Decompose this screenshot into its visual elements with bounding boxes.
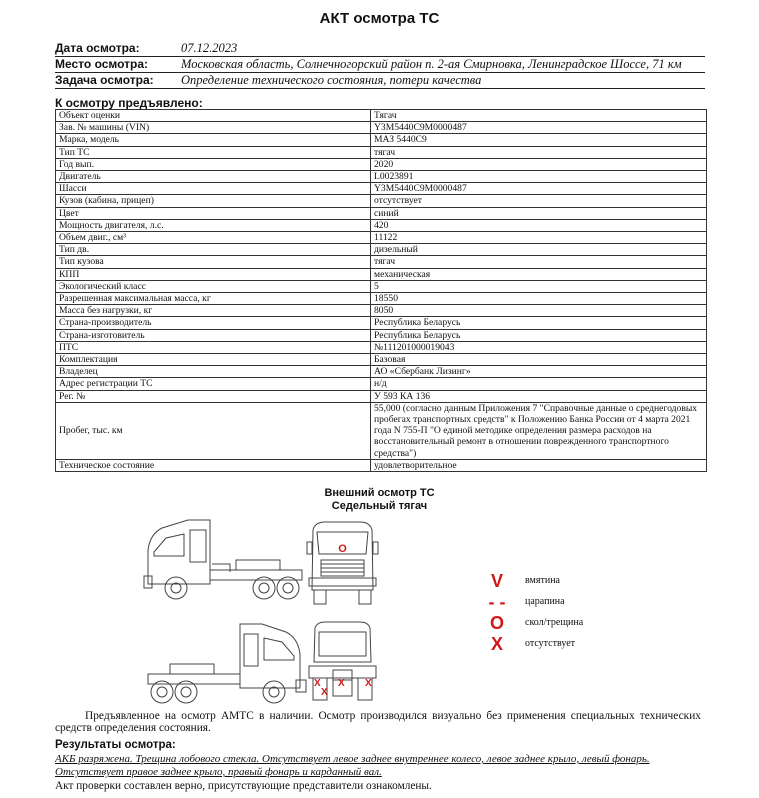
- spec-value: Y3M5440C9M0000487: [371, 122, 707, 134]
- spec-key: Пробег, тыс. км: [56, 402, 371, 459]
- legend-label: вмятина: [525, 575, 560, 586]
- external-inspection-heading: [0, 487, 759, 513]
- meta-value: Определение технического состояния, потери качества: [181, 73, 482, 87]
- spec-value: удовлетворительное: [371, 459, 707, 471]
- meta-value: 07.12.2023: [181, 41, 238, 55]
- table-row: [56, 402, 707, 459]
- spec-key: Тип дв.: [56, 244, 371, 256]
- legend-symbol: O: [489, 613, 504, 633]
- meta-value: Московская область, Солнечногорский район п. 2-ая Смирновка, Ленинградское Шоссе, 71 км: [181, 57, 682, 71]
- spec-value: тягач: [371, 146, 707, 158]
- table-row: [56, 122, 707, 134]
- meta-label: Задача осмотра:: [55, 73, 154, 87]
- spec-value: 55,000 (согласно данным Приложения 7 "Справочные данные о среднегодовых пробегах транспортных средств" к Положению Банка России от 4 марта 2021 года N 755-П "О единой методике определения размера расходов на восстановительный ремонт в отношении поврежденного транспортного средства"): [371, 402, 707, 459]
- spec-key: Рег. №: [56, 390, 371, 402]
- spec-key: Двигатель: [56, 171, 371, 183]
- spec-key: Адрес регистрации ТС: [56, 378, 371, 390]
- legend-item: [480, 570, 630, 592]
- table-row: [56, 354, 707, 366]
- spec-key: Техническое состояние: [56, 459, 371, 471]
- legend-symbol: X: [490, 634, 503, 654]
- spec-value: тягач: [371, 256, 707, 268]
- truck-left-side-diagram: [140, 516, 310, 606]
- final-statement: Акт проверки составлен верно, присутствующие представители ознакомлены.: [55, 780, 432, 792]
- spec-key: Комплектация: [56, 354, 371, 366]
- spec-key: Кузов (кабина, прицеп): [56, 195, 371, 207]
- spec-value: Базовая: [371, 354, 707, 366]
- spec-key: Марка, модель: [56, 134, 371, 146]
- inspection-paragraph: Предъявленное на осмотр АМТС в наличии. Осмотр производился визуально без применения специальных технических средств определения состояния.: [55, 710, 701, 734]
- spec-key: Тип ТС: [56, 146, 371, 158]
- spec-value: Тягач: [371, 110, 707, 122]
- meta-label: Место осмотра:: [55, 57, 149, 71]
- table-row: [56, 146, 707, 158]
- table-row: [56, 366, 707, 378]
- vehicle-spec-table: [55, 109, 707, 472]
- legend-label: царапина: [525, 596, 565, 607]
- table-row: [56, 329, 707, 341]
- meta-row: [55, 73, 705, 89]
- spec-value: АО «Сбербанк Лизинг»: [371, 366, 707, 378]
- table-row: [56, 293, 707, 305]
- damage-marker-left-lamp-missing: X: [321, 687, 328, 698]
- table-row: [56, 183, 707, 195]
- table-row: [56, 305, 707, 317]
- table-row: [56, 134, 707, 146]
- meta-label: Дата осмотра:: [55, 41, 140, 55]
- spec-key: Цвет: [56, 207, 371, 219]
- spec-value: механическая: [371, 268, 707, 280]
- spec-key: Шасси: [56, 183, 371, 195]
- spec-key: ПТС: [56, 341, 371, 353]
- spec-value: 2020: [371, 158, 707, 170]
- table-row: [56, 459, 707, 471]
- spec-value: L0023891: [371, 171, 707, 183]
- legend-label: отсутствует: [525, 638, 576, 649]
- spec-value: 420: [371, 219, 707, 231]
- spec-value: Y3M5440C9M0000487: [371, 183, 707, 195]
- external-inspection-subtitle: Седельный тягач: [331, 500, 428, 512]
- table-row: [56, 158, 707, 170]
- spec-value: Республика Беларусь: [371, 317, 707, 329]
- spec-value: 11122: [371, 232, 707, 244]
- spec-key: Владелец: [56, 366, 371, 378]
- damage-marker-windshield-chip: O: [338, 543, 347, 555]
- truck-right-side-diagram: [140, 620, 310, 708]
- spec-value: 8050: [371, 305, 707, 317]
- spec-value: Республика Беларусь: [371, 329, 707, 341]
- spec-key: Экологический класс: [56, 280, 371, 292]
- legend-item: [480, 591, 630, 613]
- table-row: [56, 244, 707, 256]
- results-text: АКБ разряжена. Трещина лобового стекла. Отсутствует левое заднее внутреннее колесо, левое заднее крыло, левый фонарь. Отсутствует правое заднее крыло, правый фонарь и карданный вал.: [55, 753, 650, 778]
- legend-symbol: V: [490, 571, 503, 591]
- legend-symbol: - -: [488, 592, 506, 612]
- spec-key: Мощность двигателя, л.с.: [56, 219, 371, 231]
- table-row: [56, 280, 707, 292]
- table-row: [56, 232, 707, 244]
- table-row: [56, 195, 707, 207]
- legend-label: скол/трещина: [525, 617, 584, 628]
- spec-value: 18550: [371, 293, 707, 305]
- legend-item: [480, 633, 630, 655]
- spec-key: Объект оценки: [56, 110, 371, 122]
- table-row: [56, 110, 707, 122]
- table-row: [56, 171, 707, 183]
- table-row: [56, 390, 707, 402]
- results-title: Результаты осмотра:: [55, 739, 176, 751]
- page-title: АКТ осмотра ТС: [319, 10, 440, 27]
- spec-key: Тип кузова: [56, 256, 371, 268]
- truck-front-diagram: [305, 520, 380, 606]
- damage-marker-left-fender-missing: X: [314, 678, 321, 689]
- table-row: [56, 256, 707, 268]
- inspection-meta: [55, 41, 705, 89]
- spec-value: 5: [371, 280, 707, 292]
- damage-marker-driveshaft-missing: X: [338, 678, 345, 689]
- table-row: [56, 378, 707, 390]
- spec-key: Зав. № машины (VIN): [56, 122, 371, 134]
- legend-item: [480, 612, 630, 634]
- spec-value: н/д: [371, 378, 707, 390]
- spec-key: Объем двиг., см³: [56, 232, 371, 244]
- damage-marker-right-fender-missing: X: [365, 678, 372, 689]
- table-row: [56, 219, 707, 231]
- spec-key: Разрешенная максимальная масса, кг: [56, 293, 371, 305]
- spec-value: МАЗ 5440С9: [371, 134, 707, 146]
- spec-value: отсутствует: [371, 195, 707, 207]
- table-row: [56, 317, 707, 329]
- meta-row: [55, 41, 705, 57]
- spec-value: дизельный: [371, 244, 707, 256]
- spec-key: Масса без нагрузки, кг: [56, 305, 371, 317]
- truck-rear-diagram: [305, 620, 380, 704]
- table-row: [56, 268, 707, 280]
- spec-key: Страна-изготовитель: [56, 329, 371, 341]
- table-row: [56, 207, 707, 219]
- spec-key: Год вып.: [56, 158, 371, 170]
- spec-key: КПП: [56, 268, 371, 280]
- external-inspection-title: Внешний осмотр ТС: [324, 487, 435, 499]
- spec-key: Страна-производитель: [56, 317, 371, 329]
- meta-row: [55, 57, 705, 73]
- spec-value: У 593 КА 136: [371, 390, 707, 402]
- section-title: К осмотру предъявлено:: [55, 96, 203, 110]
- spec-value: №111201000019043: [371, 341, 707, 353]
- table-row: [56, 341, 707, 353]
- spec-value: синий: [371, 207, 707, 219]
